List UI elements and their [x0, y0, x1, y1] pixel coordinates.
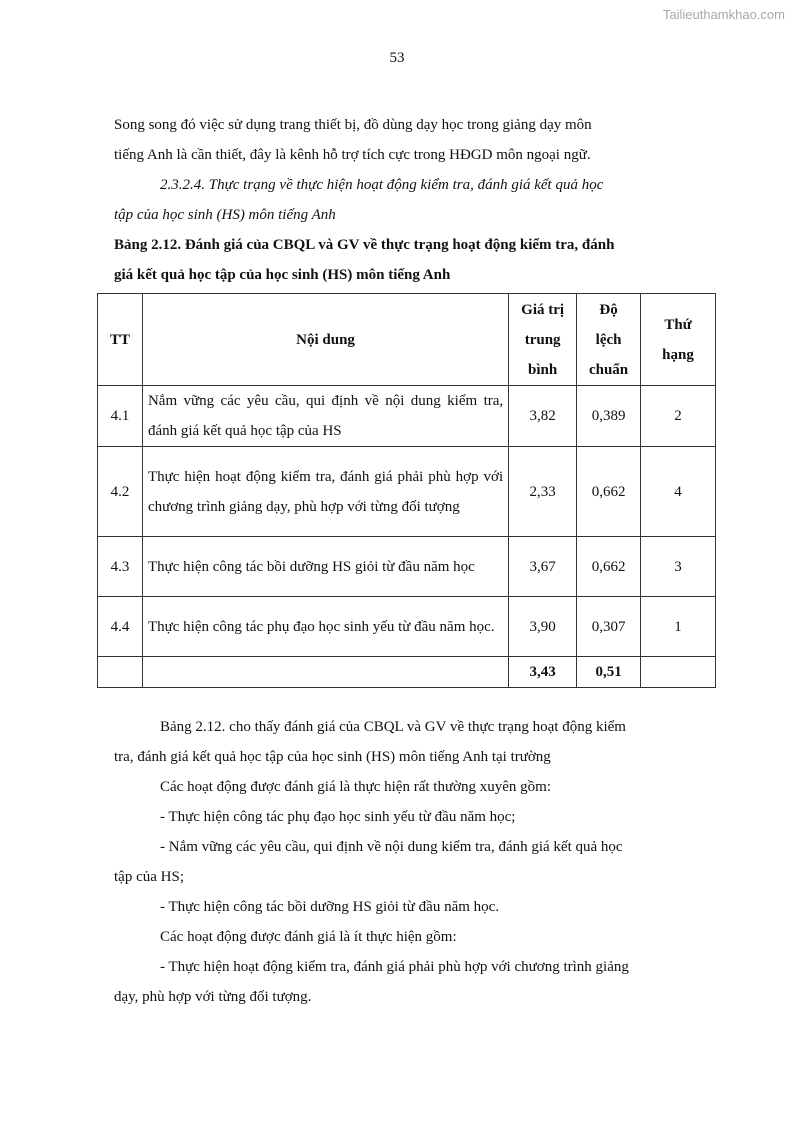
analysis-bullet-4-line-2: dạy, phù hợp với từng đối tượng.	[114, 989, 312, 1005]
header-mean	[509, 294, 577, 386]
total-mean: 3,43	[509, 657, 577, 688]
header-sd-line: Độ	[599, 301, 618, 318]
row-mean: 3,82	[509, 386, 577, 447]
watermark: Tailieuthamkhao.com	[662, 7, 785, 22]
table-header-row	[98, 294, 716, 386]
analysis-p1-line-2: tra, đánh giá kết quả học tập của học sinh (HS) môn tiếng Anh tại trường	[114, 749, 551, 765]
analysis-bullet-1: - Thực hiện công tác phụ đạo học sinh yếu từ đầu năm học;	[160, 809, 516, 825]
row-sd: 0,389	[577, 386, 641, 447]
row-mean: 3,90	[509, 597, 577, 657]
row-tt: 4.4	[98, 597, 143, 657]
header-sd-line: chuẩn	[588, 361, 629, 378]
header-content: Nội dung	[142, 294, 508, 386]
page-number: 53	[389, 50, 405, 66]
header-mean-line: Giá trị	[521, 301, 565, 318]
header-rank-line: Thứ	[664, 316, 692, 333]
row-rank: 3	[641, 537, 716, 597]
table-caption-line-2: giá kết quả học tập của học sinh (HS) môn tiếng Anh	[114, 267, 451, 283]
total-content	[142, 657, 508, 688]
analysis-p2: Các hoạt động được đánh giá là thực hiện rất thường xuyên gồm:	[160, 779, 551, 795]
row-tt: 4.1	[98, 386, 143, 447]
row-content: Thực hiện công tác bồi dưỡng HS giỏi từ đầu năm học	[142, 537, 508, 597]
analysis-p3: Các hoạt động được đánh giá là ít thực hiện gồm:	[160, 929, 457, 945]
section-heading-line-2: tập của học sinh (HS) môn tiếng Anh	[114, 207, 336, 223]
row-rank: 4	[641, 447, 716, 537]
section-heading-line-1: 2.3.2.4. Thực trạng về thực hiện hoạt động kiểm tra, đánh giá kết quả học	[160, 177, 604, 193]
intro-line-1: Song song đó việc sử dụng trang thiết bị, đồ dùng dạy học trong giảng dạy môn	[114, 117, 592, 133]
total-sd: 0,51	[577, 657, 641, 688]
header-sd	[577, 294, 641, 386]
evaluation-table	[97, 293, 716, 688]
header-tt: TT	[98, 294, 143, 386]
analysis-bullet-4-line-1: - Thực hiện hoạt động kiểm tra, đánh giá phải phù hợp với chương trình giảng	[160, 959, 629, 975]
row-rank: 2	[641, 386, 716, 447]
row-tt: 4.2	[98, 447, 143, 537]
total-tt	[98, 657, 143, 688]
row-rank: 1	[641, 597, 716, 657]
analysis-bullet-2-line-2: tập của HS;	[114, 869, 184, 885]
header-rank-line: hạng	[662, 346, 694, 363]
row-content: Nắm vững các yêu cầu, qui định về nội dung kiểm tra, đánh giá kết quả học tập của HS	[142, 386, 508, 447]
row-content: Thực hiện hoạt động kiểm tra, đánh giá phải phù hợp với chương trình giảng dạy, phù hợp với từng đối tượng	[142, 447, 508, 537]
total-rank	[641, 657, 716, 688]
table-caption-line-1: Bảng 2.12. Đánh giá của CBQL và GV về thực trạng hoạt động kiểm tra, đánh	[114, 237, 615, 253]
row-mean: 2,33	[509, 447, 577, 537]
header-mean-line: trung	[524, 331, 561, 348]
row-tt: 4.3	[98, 537, 143, 597]
table-row	[98, 537, 716, 597]
analysis-bullet-3: - Thực hiện công tác bồi dưỡng HS giỏi từ đầu năm học.	[160, 899, 500, 915]
row-sd: 0,307	[577, 597, 641, 657]
table-total-row	[98, 657, 716, 688]
row-sd: 0,662	[577, 537, 641, 597]
row-content: Thực hiện công tác phụ đạo học sinh yếu từ đầu năm học.	[142, 597, 508, 657]
table-row	[98, 386, 716, 447]
analysis-bullet-2-line-1: - Nắm vững các yêu cầu, qui định về nội dung kiểm tra, đánh giá kết quả học	[160, 839, 623, 855]
row-mean: 3,67	[509, 537, 577, 597]
table-row	[98, 597, 716, 657]
analysis-p1-line-1: Bảng 2.12. cho thấy đánh giá của CBQL và GV về thực trạng hoạt động kiểm	[160, 719, 626, 735]
intro-line-2: tiếng Anh là cần thiết, đây là kênh hỗ trợ tích cực trong HĐGD môn ngoại ngữ.	[114, 147, 591, 163]
row-sd: 0,662	[577, 447, 641, 537]
table-row	[98, 447, 716, 537]
header-mean-line: bình	[528, 361, 558, 378]
header-rank	[641, 294, 716, 386]
header-sd-line: lệch	[595, 331, 622, 348]
